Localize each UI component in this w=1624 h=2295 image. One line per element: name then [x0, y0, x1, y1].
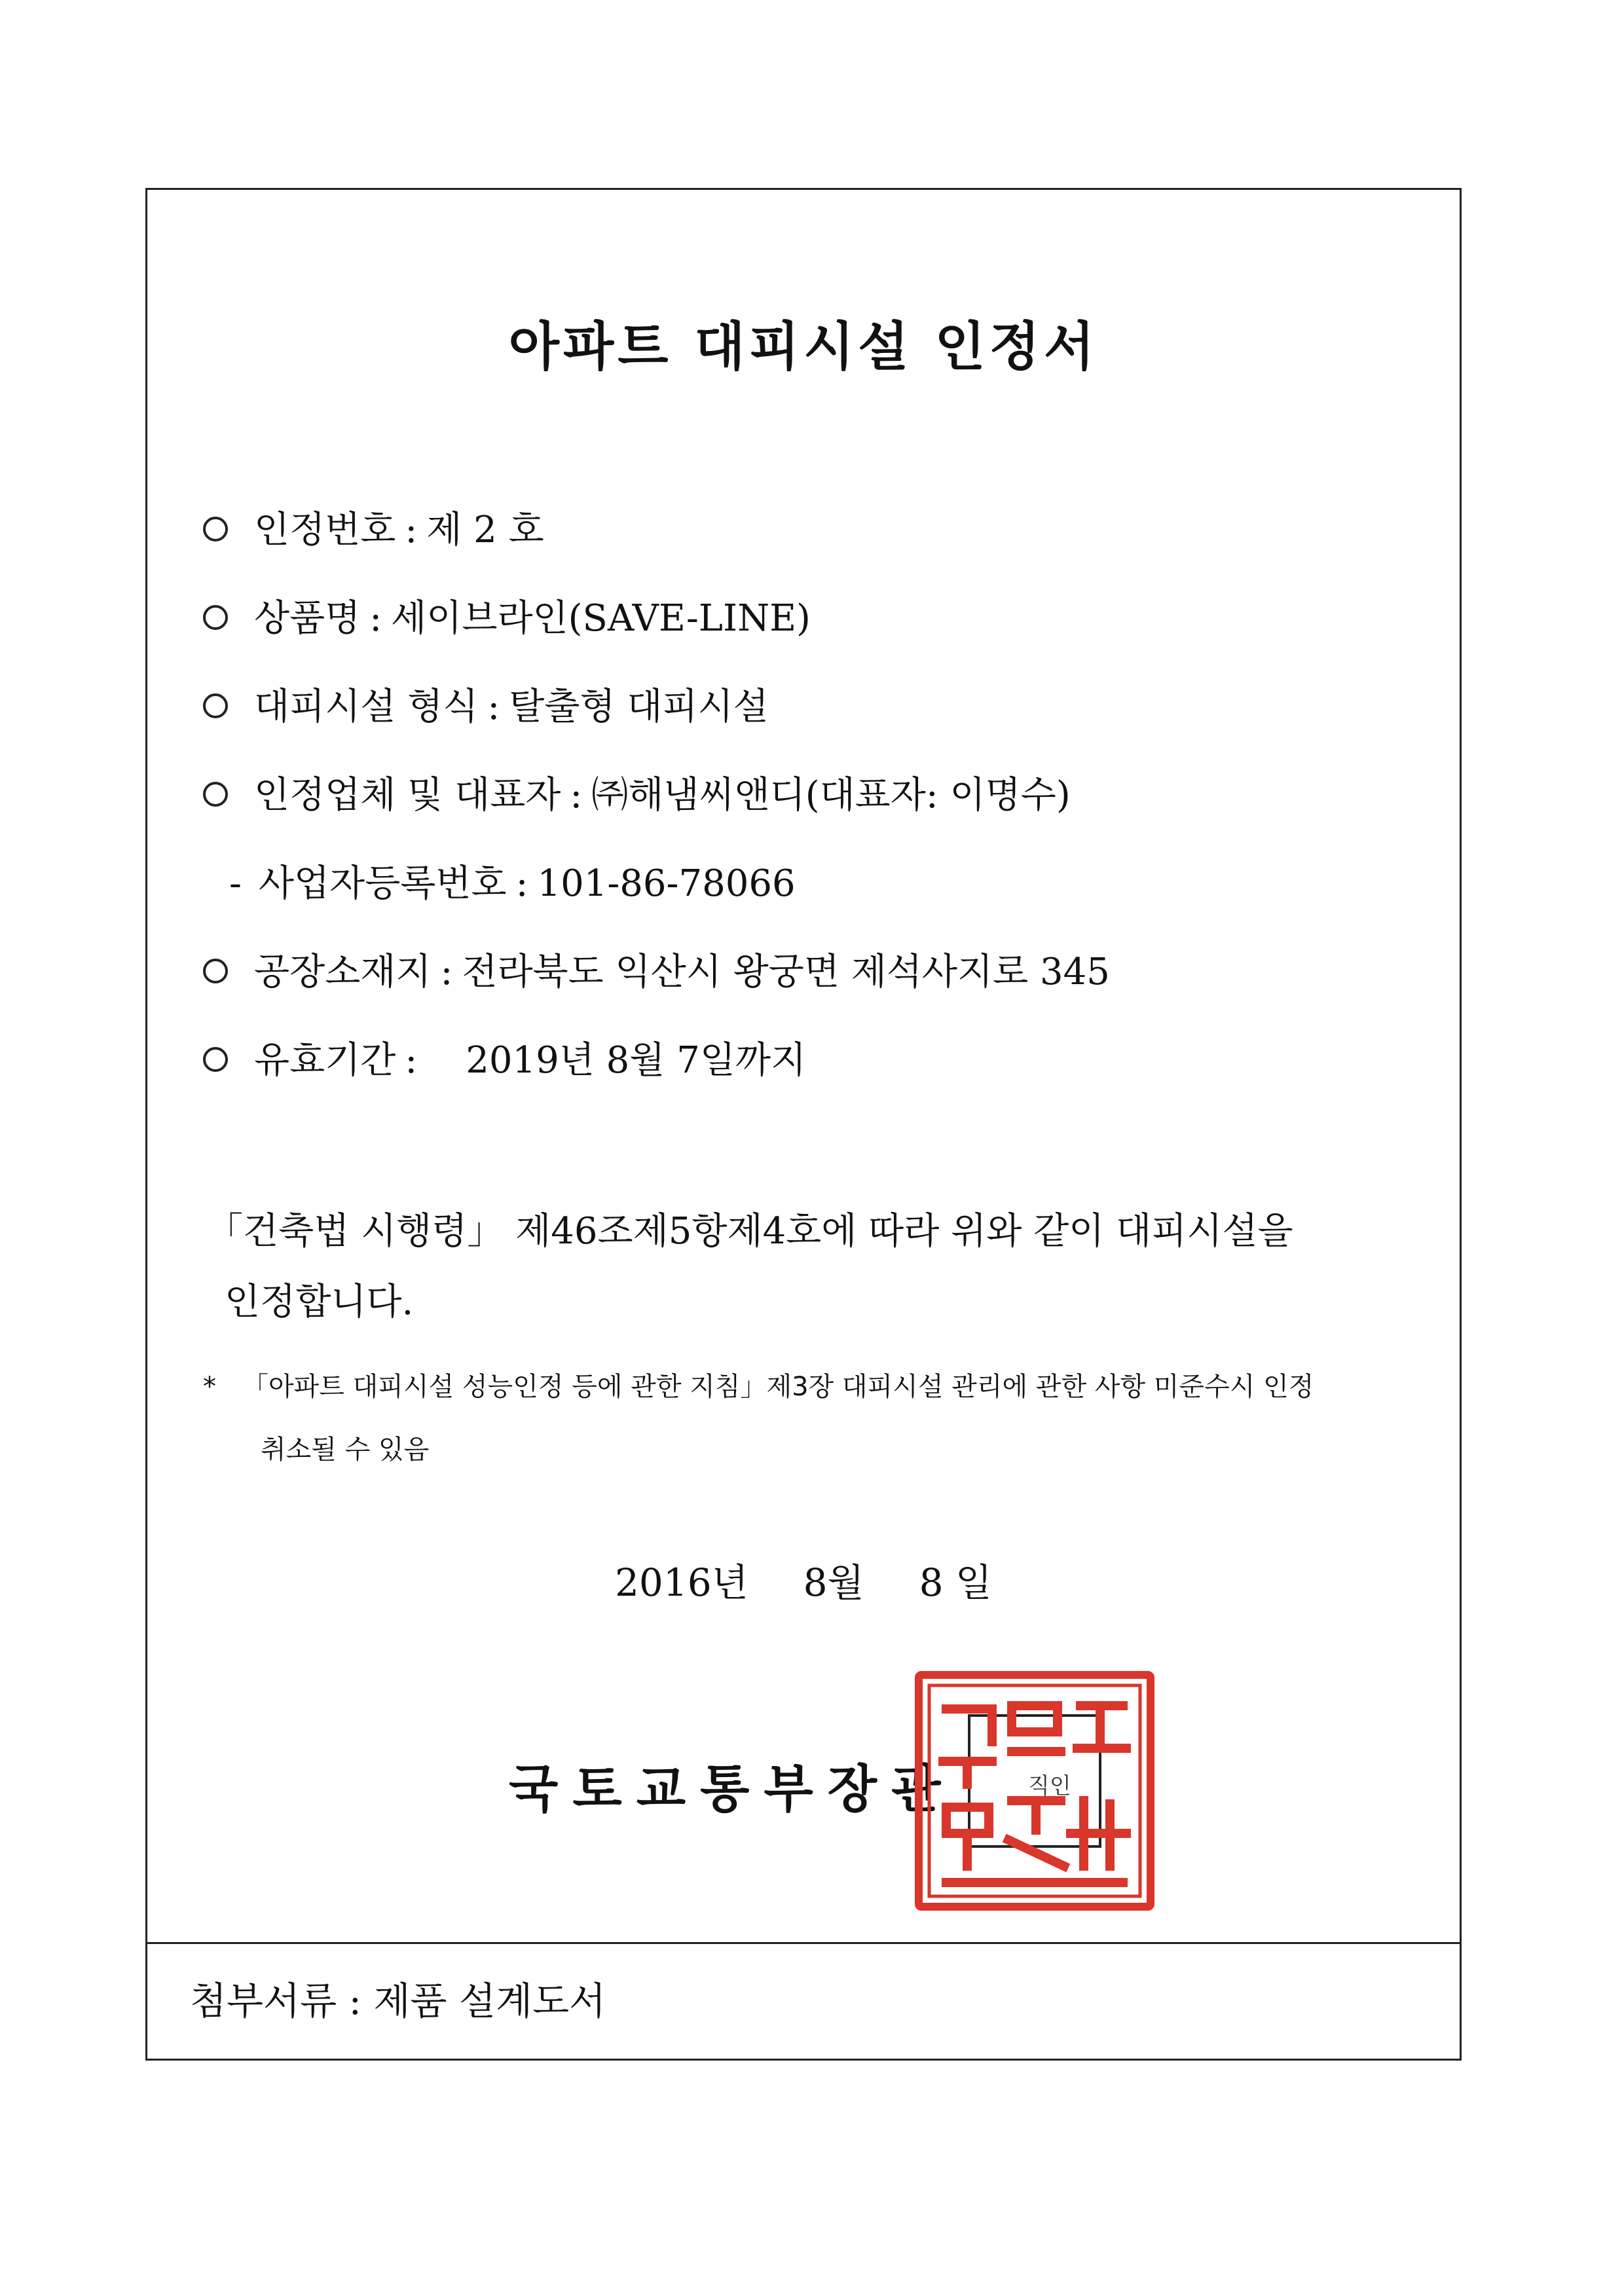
item-business-number: - 사업자등록번호 : 101-86-78066	[229, 862, 796, 905]
item-certification-number: 인정번호 : 제 2 호	[203, 501, 544, 553]
item-value: 세이브라인(SAVE-LINE)	[391, 597, 811, 640]
note-star: *	[203, 1372, 216, 1402]
bullet-icon	[203, 782, 228, 807]
bullet-icon	[203, 959, 228, 983]
item-value: ㈜해냄씨앤디(대표자: 이명수)	[591, 774, 1071, 817]
item-label: 사업자등록번호	[258, 862, 507, 905]
issue-day: 8 일	[919, 1560, 992, 1605]
statement-line-1: 「건축법 시행령」 제46조제5항제4호에 따라 위와 같이 대피시설을	[206, 1210, 1293, 1253]
certificate-frame	[145, 188, 1462, 2061]
issue-date	[147, 1552, 1460, 1607]
item-label: 공장소재지	[254, 951, 432, 993]
item-factory-address: 공장소재지 : 전라북도 익산시 왕궁면 제석사지로 345	[203, 943, 1110, 995]
item-label: 상품명	[254, 597, 361, 640]
note-line-1: 「아파트 대피시설 성능인정 등에 관한 지침」제3장 대피시설 관리에 관한 사항 미준수시 인정	[242, 1372, 1314, 1402]
item-label: 유효기간	[254, 1039, 396, 1082]
statement-line-2: 인정합니다.	[225, 1281, 414, 1323]
bullet-icon	[203, 517, 228, 542]
item-validity: 유효기간 : 2019년 8월 7일까지	[203, 1031, 806, 1084]
attachment-text: 첨부서류 : 제품 설계도서	[190, 1979, 606, 2023]
item-label: 인정업체 및 대표자	[254, 774, 561, 817]
item-value: 탈출형 대피시설	[509, 686, 769, 728]
item-product-name: 상품명 : 세이브라인(SAVE-LINE)	[203, 589, 811, 642]
certification-statement	[206, 1196, 1437, 1338]
attachment-row	[147, 1942, 1460, 2059]
revocation-note	[203, 1355, 1434, 1481]
bullet-icon	[203, 605, 228, 630]
item-label: 대피시설 형식	[254, 686, 479, 728]
item-value: 2019년 8월 7일까지	[466, 1039, 807, 1082]
note-line-2: 취소될 수 있음	[261, 1435, 430, 1465]
seal-label: 직인	[1028, 1773, 1071, 1799]
item-value: 101-86-78066	[537, 862, 796, 905]
item-company: 인정업체 및 대표자 : ㈜해냄씨앤디(대표자: 이명수)	[203, 766, 1071, 818]
item-facility-type: 대피시설 형식 : 탈출형 대피시설	[203, 678, 769, 730]
bullet-icon	[203, 1047, 228, 1072]
item-label: 인정번호	[254, 509, 396, 551]
item-value: 제 2 호	[426, 509, 544, 551]
item-value: 전라북도 익산시 왕궁면 제석사지로 345	[462, 951, 1110, 993]
issue-year: 2016년	[615, 1560, 748, 1605]
issuer-name: 국토교통부장관	[509, 1760, 955, 1819]
bullet-icon	[203, 693, 228, 718]
document-title: 아파트 대피시설 인정서	[508, 316, 1099, 377]
issue-month: 8월	[803, 1560, 864, 1605]
